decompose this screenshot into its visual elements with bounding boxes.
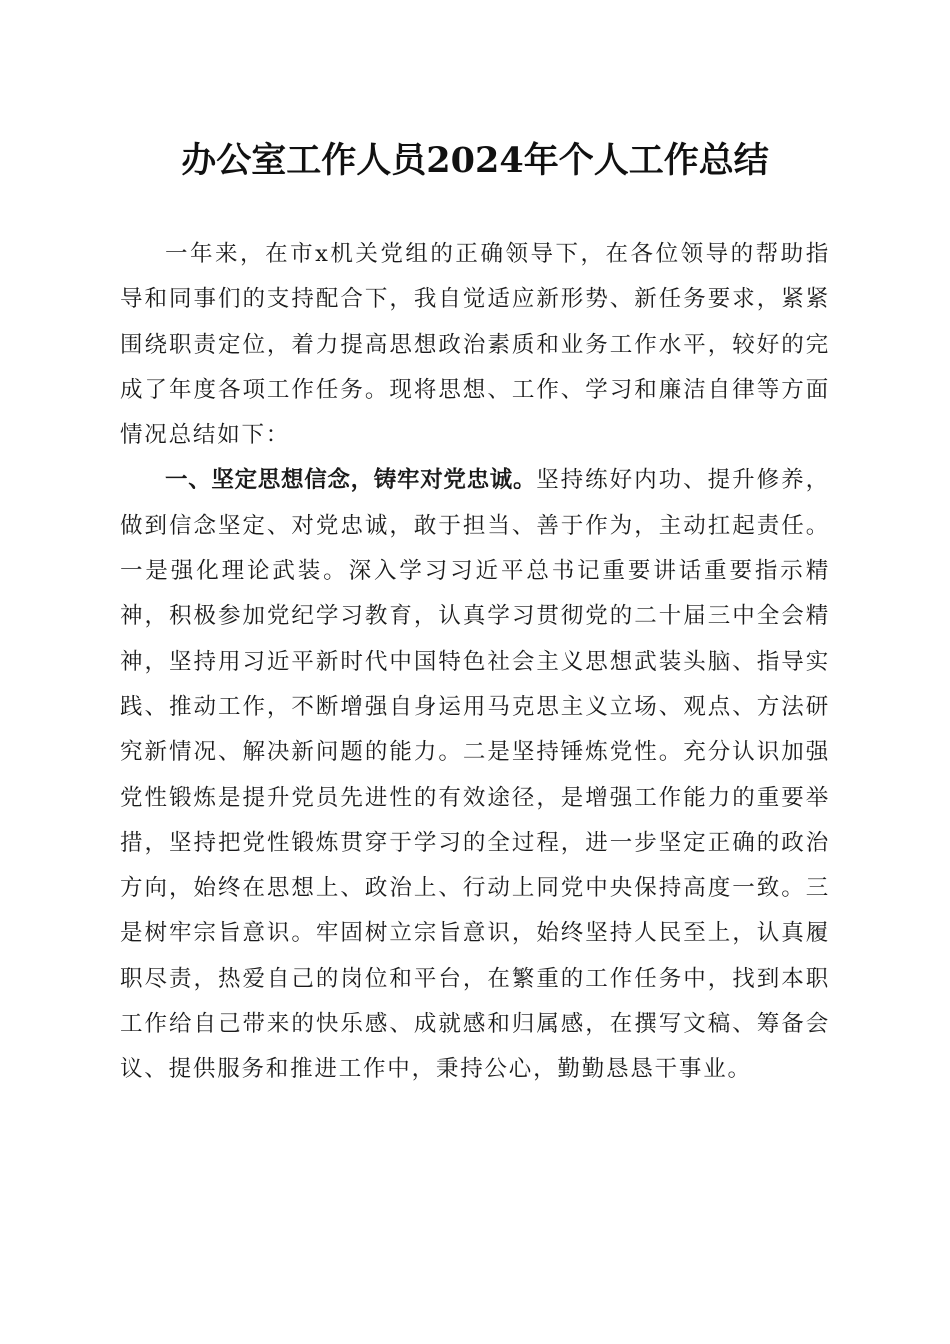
document-title: 办公室工作人员2024年个人工作总结 <box>181 140 769 181</box>
section-1-paragraph <box>120 458 830 1092</box>
section-1-text: 坚持练好内功、提升修养，做到信念坚定、对党忠诚，敢于担当、善于作为，主动扛起责任。一是强化理论武装。深入学习习近平总书记重要讲话重要指示精神，积极参加党纪学习教育，认真学习贯彻党的二十届三中全会精神，坚持用习近平新时代中国特色社会主义思想武装头脑、指导实践、推动工作，不断增强自身运用马克思主义立场、观点、方法研究新情况、解决新问题的能力。二是坚持锤炼党性。充分认识加强党性锻炼是提升党员先进性的有效途径，是增强工作能力的重要举措，坚持把党性锻炼贯穿于学习的全过程，进一步坚定正确的政治方向，始终在思想上、政治上、行动上同党中央保持高度一致。三是树牢宗旨意识。牢固树立宗旨意识，始终坚持人民至上，认真履职尽责，热爱自己的岗位和平台，在繁重的工作任务中，找到本职工作给自己带来的快乐感、成就感和归属感，在撰写文稿、筹备会议、提供服务和推进工作中，秉持公心，勤勤恳恳干事业。 <box>120 467 830 1083</box>
document-body <box>120 232 830 1093</box>
section-1-heading: 一、坚定思想信念，铸牢对党忠诚。 <box>165 467 537 494</box>
intro-paragraph: 一年来，在市x机关党组的正确领导下，在各位领导的帮助指导和同事们的支持配合下，我自觉适应新形势、新任务要求，紧紧围绕职责定位，着力提高思想政治素质和业务工作水平，较好的完成了年度各项工作任务。现将思想、工作、学习和廉洁自律等方面情况总结如下： <box>120 241 830 449</box>
